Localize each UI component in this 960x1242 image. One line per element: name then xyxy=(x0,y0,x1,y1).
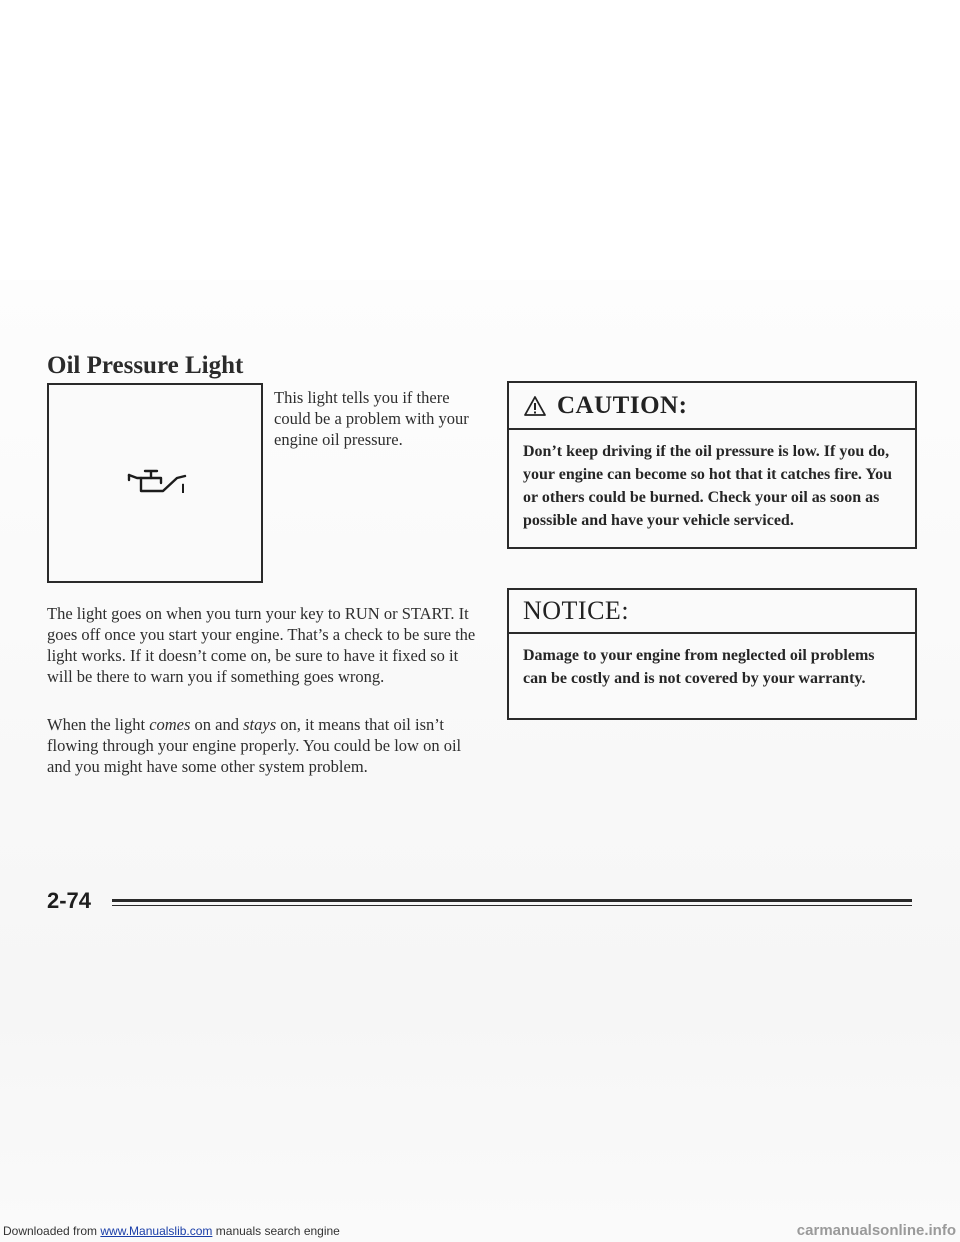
page-number: 2-74 xyxy=(47,888,92,913)
paragraph-light-stays-on xyxy=(47,714,477,777)
manualslib-link[interactable]: www.Manualslib.com xyxy=(100,1224,213,1238)
notice-header xyxy=(509,590,915,634)
p2-emphasis-stays: stays xyxy=(243,715,277,734)
p2-text-b: on and xyxy=(190,715,244,734)
crumb-suffix: manuals search engine xyxy=(212,1224,340,1238)
intro-text: This light tells you if there could be a problem with your engine oil pressure. xyxy=(274,388,469,449)
section-heading: Oil Pressure Light xyxy=(47,352,244,379)
download-source-line xyxy=(3,1224,340,1238)
notice-box xyxy=(507,588,917,720)
caution-box xyxy=(507,381,917,549)
blank-top-area xyxy=(0,0,960,280)
caution-header xyxy=(509,383,915,430)
footer-rule-thin xyxy=(112,905,912,906)
oil-pressure-symbol-box xyxy=(47,383,263,583)
p2-emphasis-comes: comes xyxy=(149,715,191,734)
notice-title: NOTICE: xyxy=(523,596,630,625)
footer-rule-thick xyxy=(112,899,912,902)
crumb-prefix: Downloaded from xyxy=(3,1224,101,1238)
p2-text-c: on, it means that oil isn’t flowing through your engine properly. You could be low on oil and you might have some other system problem. xyxy=(47,715,462,776)
paragraph-light-check: The light goes on when you turn your key to RUN or START. It goes off once you start your engine. That’s a check to be sure the light works. If it doesn’t come on, be sure to have it fixed so it will be there to warn you if something goes wrong. xyxy=(47,604,476,686)
caution-title: CAUTION: xyxy=(557,391,688,419)
p2-text-a: When the light xyxy=(47,715,150,734)
oil-can-icon xyxy=(127,469,189,495)
watermark: carmanualsonline.info xyxy=(796,1222,956,1239)
warning-triangle-icon xyxy=(523,395,547,417)
notice-text: Damage to your engine from neglected oil problems can be costly and is not covered by your warranty. xyxy=(523,647,875,687)
caution-text: Don’t keep driving if the oil pressure is low. If you do, your engine can become so hot that it catches fire. You or others could be burned. Check your oil as soon as possible and have your vehicle serviced. xyxy=(523,443,892,529)
